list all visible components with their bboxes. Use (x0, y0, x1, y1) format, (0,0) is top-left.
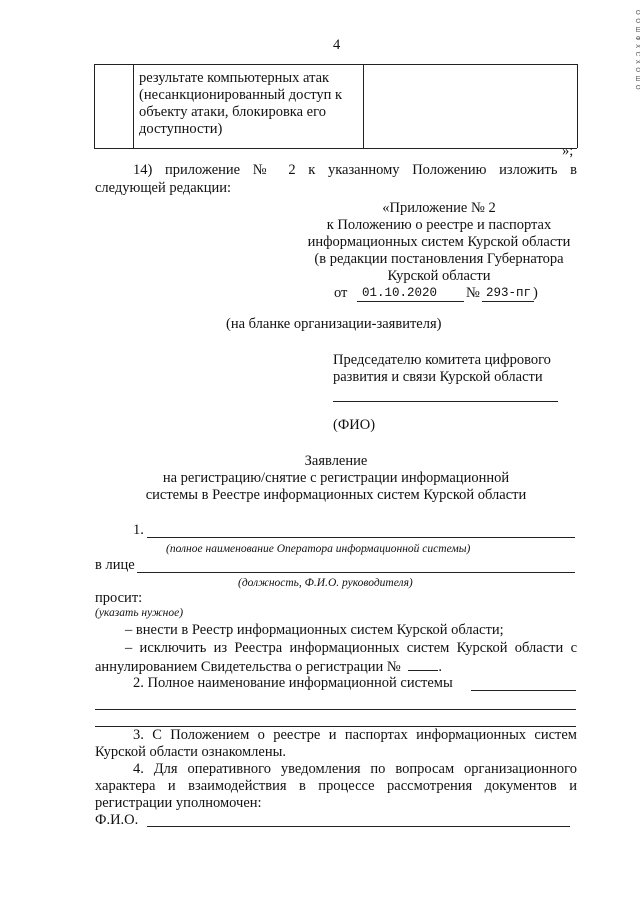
item14-line2: следующей редакции: (95, 180, 232, 196)
number-prefix: № (466, 285, 480, 301)
item3-line2: Курской области ознакомлены. (95, 744, 286, 760)
appendix-line: Курской области (387, 268, 491, 284)
fio-field-label: Ф.И.О. (95, 812, 139, 828)
table-cell-line: доступности) (139, 121, 223, 137)
field1-number: 1. (133, 522, 144, 538)
addressee-line2: развития и связи Курской области (333, 369, 543, 385)
appendix-line: (в редакции постановления Губернатора (314, 251, 564, 267)
representative-hint: (должность, Ф.И.О. руководителя) (238, 577, 413, 589)
asks-label: просит: (95, 590, 143, 606)
closing-quote: »; (562, 143, 574, 159)
representative-field[interactable] (137, 572, 575, 573)
table-border-right (577, 64, 578, 148)
fio-label: (ФИО) (333, 417, 376, 433)
specify-hint: (указать нужное) (95, 607, 184, 619)
item14-line1: 14) приложение № 2 к указанному Положению изложить в (133, 162, 577, 178)
date-underline (357, 301, 464, 302)
item4-line3: регистрации уполномочен: (95, 795, 262, 811)
item4-line1: 4. Для оперативного уведомления по вопросам организационного (133, 761, 577, 777)
side-mark: О О Ш Ф Х С Х О Ш О (634, 10, 640, 91)
appendix-line: информационных систем Курской области (307, 234, 571, 250)
option-exclude-period: . (438, 659, 443, 675)
in-person-label: в лице (95, 557, 135, 573)
addressee-underline (333, 401, 558, 402)
date-prefix: от (334, 285, 348, 301)
certificate-number-field[interactable] (408, 658, 438, 671)
operator-name-hint: (полное наименование Оператора информационной системы) (166, 543, 471, 555)
option-include[interactable]: – внести в Реестр информационных систем Курской области; (125, 622, 504, 638)
option-exclude-text: аннулированием Свидетельства о регистрации № (95, 659, 401, 675)
letterhead-note: (на бланке организации-заявителя) (226, 316, 442, 332)
system-name-field-line2[interactable] (95, 709, 576, 710)
table-border-top (94, 64, 577, 65)
document-subtitle: на регистрацию/снятие с регистрации информационной (162, 470, 510, 486)
system-name-field[interactable] (471, 690, 576, 691)
operator-name-field[interactable] (147, 537, 575, 538)
table-border-left (94, 64, 95, 148)
appendix-title: «Приложение № 2 (382, 200, 496, 216)
item3-line1: 3. С Положением о реестре и паспортах информационных систем (133, 727, 577, 743)
authorized-person-field[interactable] (147, 826, 570, 827)
close-paren: ) (533, 285, 538, 301)
table-border-col2 (363, 64, 364, 148)
option-exclude-line2 (95, 658, 442, 676)
document-title: Заявление (304, 453, 368, 469)
date-value: 01.10.2020 (362, 286, 438, 300)
item2-label: 2. Полное наименование информационной системы (133, 675, 453, 691)
option-exclude-line1[interactable]: – исключить из Реестра информационных систем Курской области с (125, 640, 577, 656)
table-cell-line: (несанкционированный доступ к (139, 87, 343, 103)
addressee-line1: Председателю комитета цифрового (333, 352, 551, 368)
appendix-line: к Положению о реестре и паспортах (326, 217, 552, 233)
number-value: 293-пг (486, 286, 532, 300)
page-number: 4 (333, 37, 341, 53)
table-border-bottom (94, 148, 577, 149)
table-cell-line: результате компьютерных атак (139, 70, 330, 86)
table-cell-line: объекту атаки, блокировка его (139, 104, 326, 120)
number-underline (482, 301, 534, 302)
document-subtitle: системы в Реестре информационных систем Курской области (145, 487, 527, 503)
item4-line2: характера и взаимодействия в процессе рассмотрения документов и (95, 778, 577, 794)
table-border-col1 (133, 64, 134, 148)
